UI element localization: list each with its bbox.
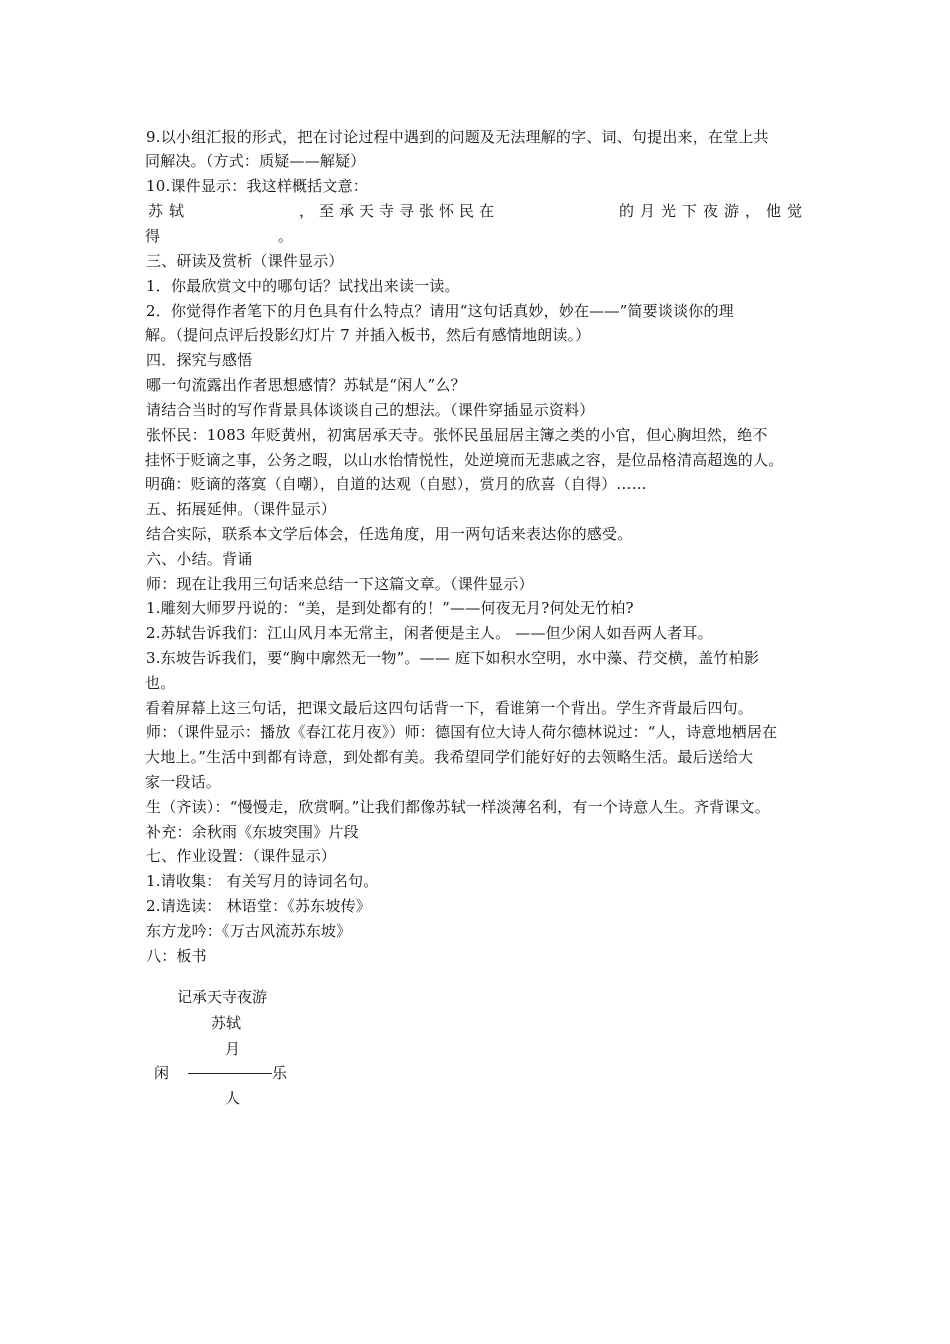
text-line: ，至承天寺寻张怀民在 (299, 202, 500, 220)
text-line: 10.课件显示：我这样概括文意： (146, 177, 369, 195)
text-line: 2.苏轼告诉我们：江山风月本无常主，闲者便是主人。 ——但少闲人如吾两人者耳。 (146, 624, 713, 642)
text-line: 大地上。”生活中到都有诗意，到处都有美。我希望同学们能好好的去领略生活。最后送给大 (145, 748, 754, 766)
text-line: 结合实际，联系本文学后体会，任选角度，用一两句话来表达你的感受。 (146, 525, 633, 543)
text-line: 明确：贬谪的落寞（自嘲），自道的达观（自慰），赏月的欣喜（自得）…… (145, 475, 647, 493)
text-line: 师：（课件显示：播放《春江花月夜》）师：德国有位大诗人荷尔德林说过：“人，诗意地栖居在 (146, 723, 778, 741)
text-line: 家一段话。 (145, 773, 222, 791)
text-line: 张怀民：1083 年贬黄州，初寓居承天寺。张怀民虽屈居主簿之类的小官，但心胸坦然，绝不 (146, 426, 768, 444)
text-line: 师：现在让我用三句话来总结一下这篇文章。（课件显示） (146, 575, 534, 593)
text-line: 四．探究与感悟 (146, 351, 253, 369)
text-line: 五、拓展延伸。（课件显示） (146, 500, 337, 518)
text-line: 。 (278, 227, 294, 245)
text-line: 请结合当时的写作背景具体谈谈自己的想法。（课件穿插显示资料） (146, 401, 595, 419)
text-line: 解。（提问点评后投影幻灯片 7 并插入板书，然后有感情地朗读。） (145, 326, 591, 344)
text-line: 1.请收集： 有关写月的诗词名句。 (146, 872, 379, 890)
text-line: 生（齐读）：“慢慢走，欣赏啊。”让我们都像苏轼一样淡薄名利，有一个诗意人生。齐背课文。 (146, 798, 770, 816)
text-line: 得 (145, 227, 161, 245)
text-line: 苏轼 (148, 202, 191, 220)
board-top: 月 (225, 1040, 241, 1058)
text-line: 三、研读及赏析（课件显示） (146, 252, 344, 270)
text-line: 哪一句流露出作者思想感情？苏轼是“闲人”么？ (146, 376, 466, 394)
text-line: 六、小结。背诵 (146, 550, 253, 568)
text-line: 补充：余秋雨《东坡突围》片段 (146, 823, 359, 841)
text-line: 2．你觉得作者笔下的月色具有什么特点？请用“这句话真妙，妙在——”简要谈谈你的理 (146, 302, 734, 320)
text-line: 八：板书 (146, 947, 207, 965)
text-line: 看着屏幕上这三句话，把课文最后这四句话背一下，看谁第一个背出。学生齐背最后四句。 (145, 699, 754, 717)
board-connector-line (188, 1073, 272, 1074)
board-author: 苏轼 (211, 1014, 242, 1032)
board-left: 闲 (154, 1064, 170, 1082)
text-line: 的月光下夜游，他觉 (619, 202, 809, 220)
text-line: 东方龙吟：《万古风流苏东坡》 (146, 922, 352, 940)
text-line: 2.请选读： 林语堂：《苏东坡传》 (146, 897, 371, 915)
text-line: 也。 (145, 674, 176, 692)
board-title: 记承天寺夜游 (177, 988, 268, 1006)
board-bottom: 人 (225, 1089, 241, 1107)
text-line: 同解决。（方式：质疑——解疑） (145, 152, 366, 170)
text-line: 1．你最欣赏文中的哪句话？试找出来读一读。 (146, 277, 460, 295)
text-line: 9.以小组汇报的形式，把在讨论过程中遇到的问题及无法理解的字、词、句提出来，在堂上共 (146, 128, 769, 146)
text-line: 1.雕刻大师罗丹说的：“美，是到处都有的！”——何夜无月?何处无竹柏? (146, 599, 634, 617)
text-line: 3.东坡告诉我们，要“胸中廓然无一物”。—— 庭下如积水空明，水中藻、荇交横，盖竹柏影 (146, 649, 760, 667)
text-line: 挂怀于贬谪之事，公务之暇，以山水怡情悦性，处逆境而无悲戚之容，是位品格清高超逸的人。 (145, 451, 784, 469)
board-right: 乐 (272, 1064, 288, 1082)
text-line: 七、作业设置：（课件显示） (146, 847, 337, 865)
